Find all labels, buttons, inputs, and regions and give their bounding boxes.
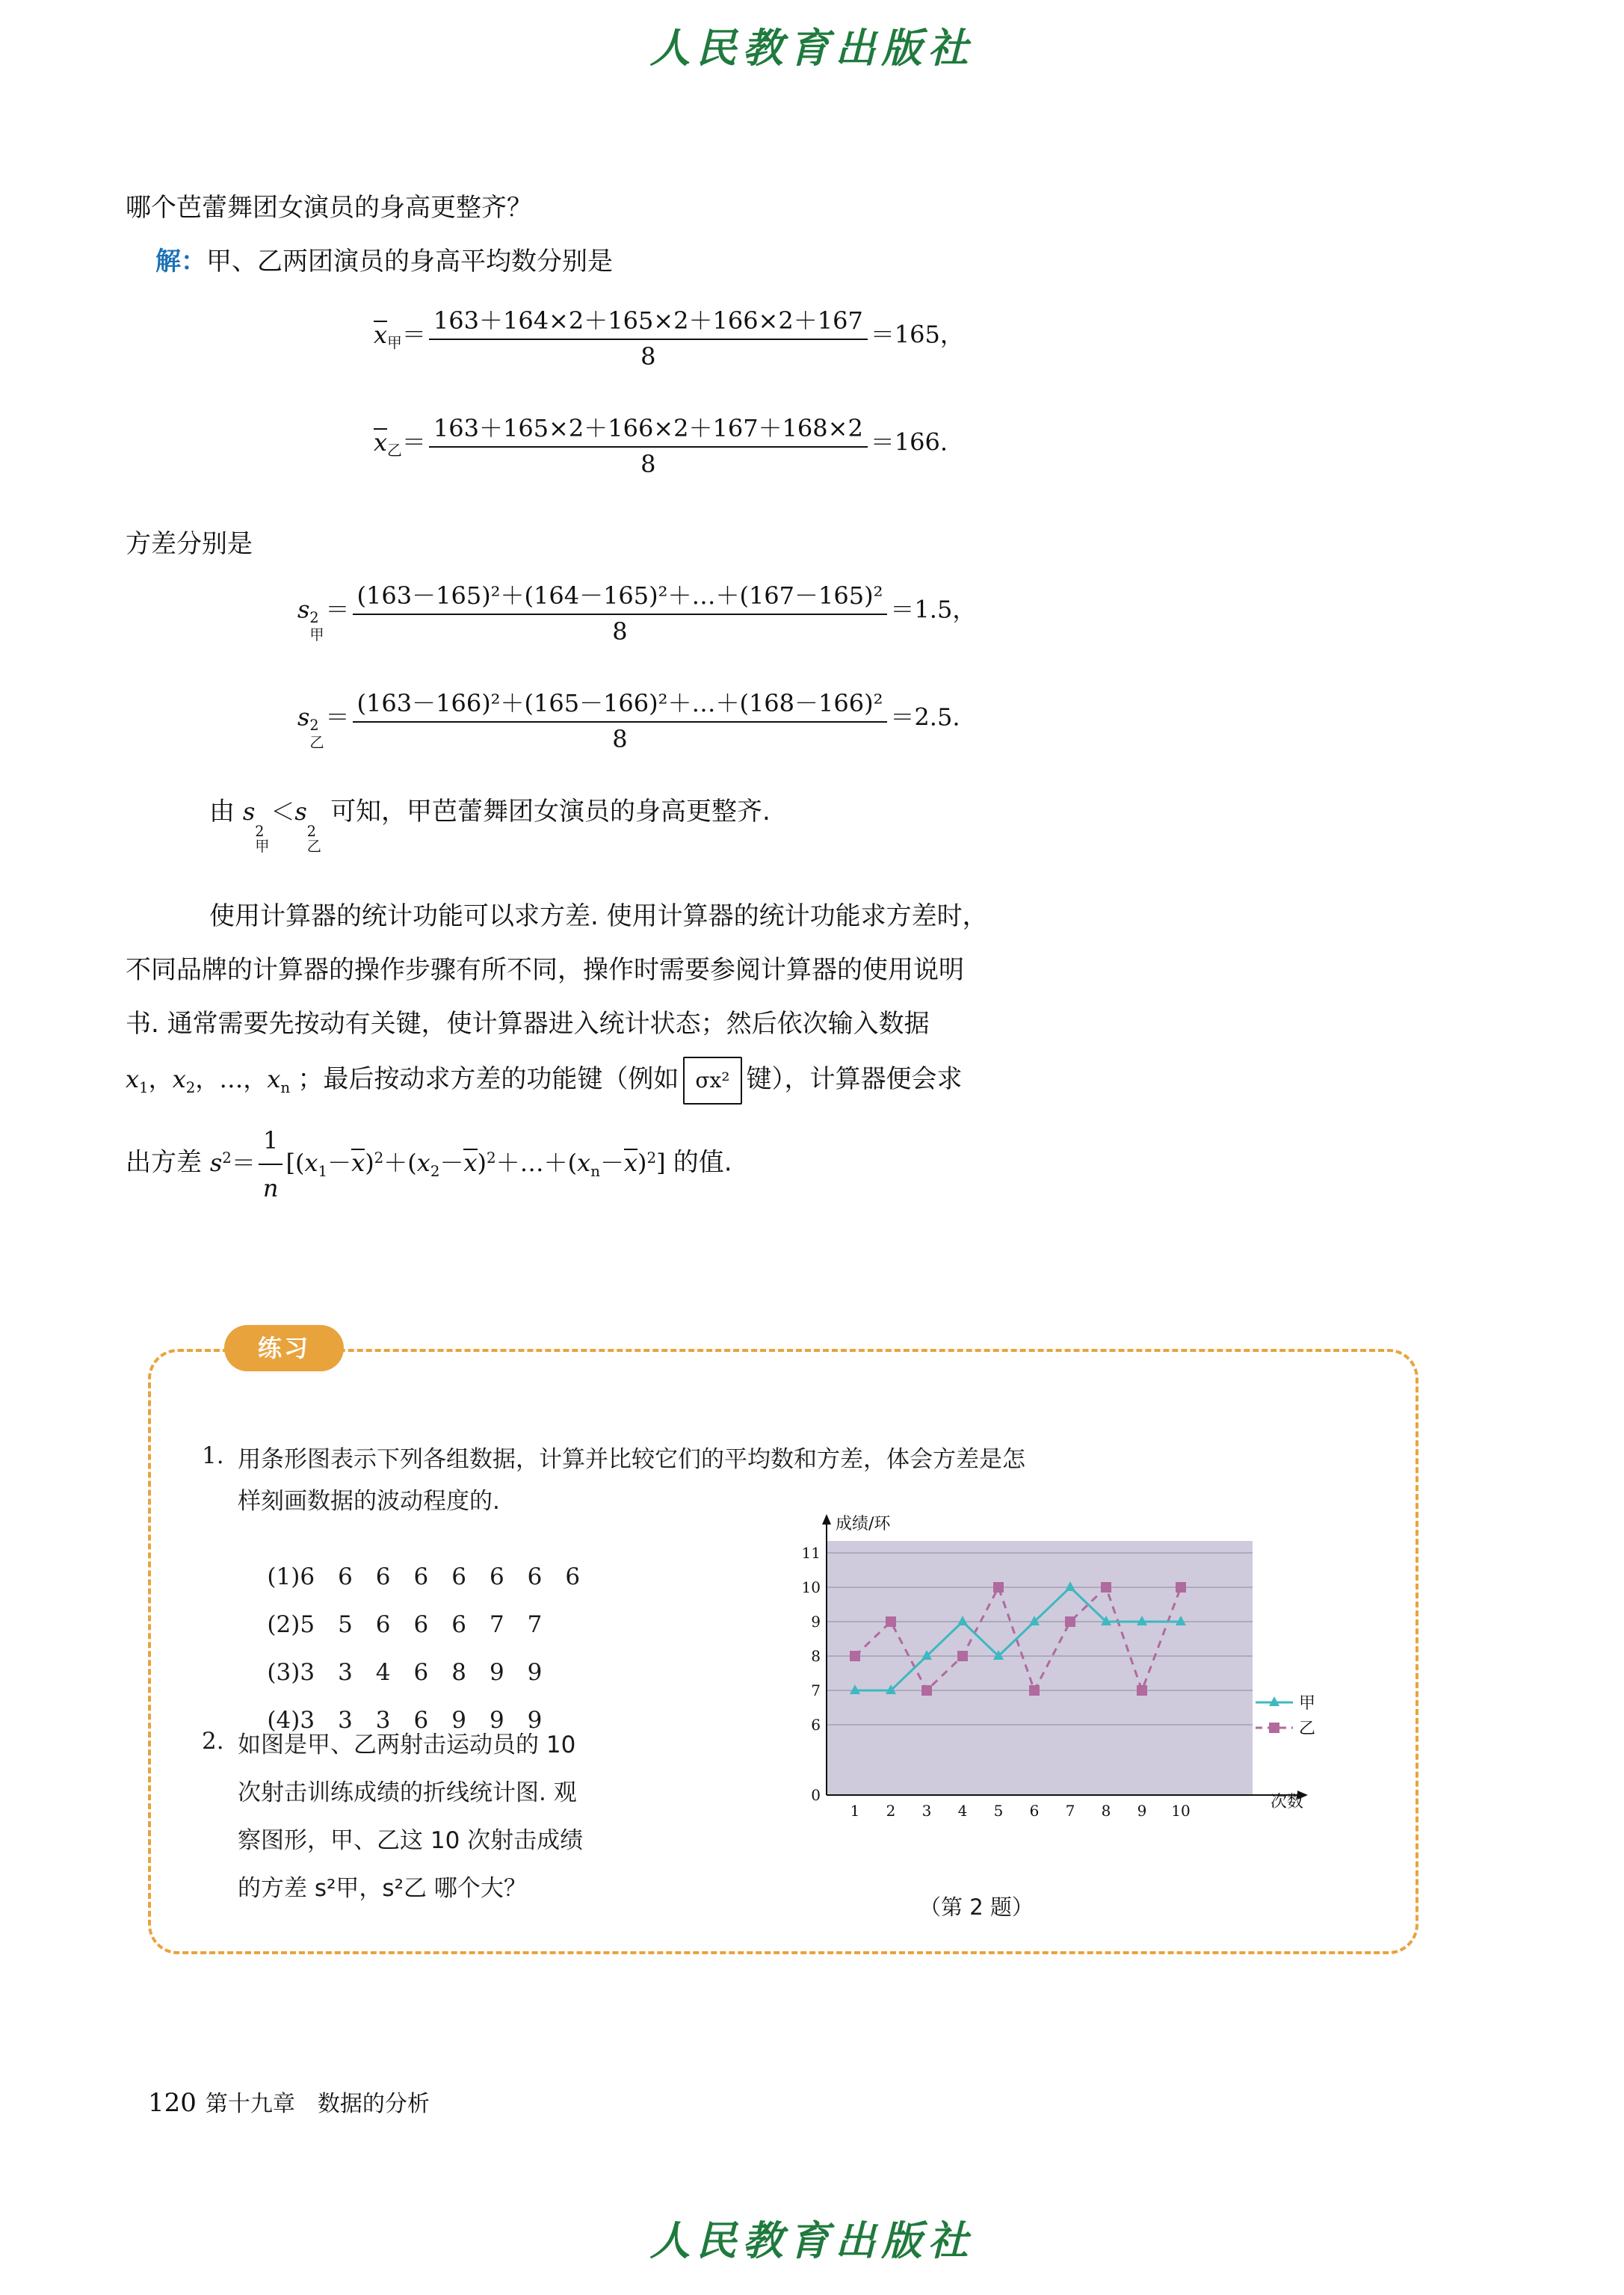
svg-text:10: 10: [801, 1578, 821, 1596]
exercise-item-2-line-2: 次射击训练成绩的折线统计图. 观: [238, 1779, 577, 1806]
figure-caption: （第 2 题）: [919, 1894, 1034, 1920]
solution-label: 解：: [155, 247, 206, 277]
var-jia-denominator: 8: [612, 617, 628, 646]
y-axis-title: 成绩/环: [836, 1515, 891, 1533]
var-yi-result: ＝2.5.: [890, 702, 960, 732]
dataset-2-label: (2): [267, 1611, 300, 1638]
var-jia-sub: 甲: [309, 626, 324, 643]
mean-jia-result: ＝165，: [870, 320, 964, 349]
svg-text:2: 2: [886, 1802, 896, 1820]
paragraph-line-3: 书. 通常需要先按动有关键，使计算器进入统计状态；然后依次输入数据: [126, 1009, 930, 1039]
svg-text:6: 6: [811, 1716, 821, 1734]
svg-text:11: 11: [801, 1544, 821, 1562]
var-yi-denominator: 8: [612, 725, 628, 753]
legend-label-jia: 甲: [1299, 1694, 1316, 1713]
dataset-1-label: (1): [267, 1563, 300, 1590]
formula-mean-jia: $x_甲=$ $\frac{163+164\times 2+165\times 2+166\times 2+167}{8}$ ＝165，: [374, 302, 964, 371]
exercise-item-1-number: 1.: [202, 1442, 224, 1469]
paragraph-line-2: 不同品牌的计算器的操作步骤有所不同，操作时需要参阅计算器的使用说明: [126, 955, 964, 985]
mean-jia-numerator: 163＋164×2＋165×2＋166×2＋167: [429, 302, 868, 340]
formula-variance-jia: s 2 甲 ＝ $\frac{\text{(163－165)²＋(164－165)²＋…＋(167－165)²}}{8}$ ＝1.5，: [297, 577, 976, 646]
dataset-4-label: (4): [267, 1707, 300, 1734]
var-yi-numerator: (163－166)²＋(165－166)²＋…＋(168－166)²: [353, 685, 888, 723]
mean-yi-numerator: 163＋165×2＋166×2＋167＋168×2: [429, 410, 868, 448]
question-line: 哪个芭蕾舞团女演员的身高更整齐？: [126, 193, 532, 223]
mean-yi-denominator: 8: [640, 450, 656, 478]
publisher-logo-top: 人民教育出版社: [649, 24, 975, 72]
svg-text:10: 10: [1171, 1802, 1191, 1820]
line-chart: [777, 1510, 1330, 1876]
mean-yi-sub: 乙: [387, 442, 402, 460]
svg-text:0: 0: [811, 1786, 821, 1804]
y-axis-arrow: [822, 1514, 831, 1525]
mean-jia-denominator: 8: [640, 342, 656, 371]
paragraph-line-5-post: 的值.: [673, 1147, 732, 1178]
y-tick-labels: [802, 1544, 821, 1804]
conclusion-line: 由 s 2 甲 ＜s 2 乙 可知，甲芭蕾舞团女演员的身高更整齐.: [209, 791, 771, 833]
chapter-title: 第十九章 数据的分析: [205, 2091, 430, 2117]
exercise-item-1-line-2: 样刻画数据的波动程度的.: [238, 1488, 500, 1515]
svg-text:8: 8: [1101, 1802, 1111, 1820]
svg-text:9: 9: [811, 1613, 821, 1631]
exercise-tab-label: 练习: [224, 1325, 344, 1371]
exercise-item-2-line-3: 察图形，甲、乙这 10 次射击成绩: [238, 1827, 584, 1854]
formula-mean-yi: $x_乙=$ $\frac{163+165\times 2+166\times 2+167+168\times 2}{8}$ ＝166.: [374, 410, 948, 478]
conclusion-right-var: s: [294, 797, 307, 826]
paragraph-line-1: 使用计算器的统计功能可以求方差. 使用计算器的统计功能求方差时，: [209, 901, 988, 931]
plot-area: [827, 1541, 1253, 1795]
solution-line: [155, 241, 1501, 282]
svg-text:9: 9: [1137, 1802, 1147, 1820]
var-jia-result: ＝1.5，: [890, 595, 977, 624]
page-number: 120: [148, 2088, 197, 2118]
chart-svg: [777, 1510, 1330, 1876]
conclusion-rel: ＜: [271, 797, 295, 826]
svg-text:6: 6: [1029, 1802, 1040, 1820]
formula-variance-yi: s 2 乙 ＝ $\frac{\text{(163－166)²＋(165－166)²＋…＋(168－166)²}}{8}$ ＝2.5.: [297, 685, 960, 753]
variance-intro: 方差分别是: [126, 529, 253, 559]
var-yi-sub: 乙: [309, 733, 324, 751]
svg-text:3: 3: [921, 1802, 932, 1820]
paragraph-line-5: 出方差 $s^2=$ $\frac{1}{n}$ $[(x_1-x)^2+(x_2-x)^2+\dots+(x_n-x)^2]$ 的值.: [126, 1119, 1508, 1209]
svg-text:8: 8: [811, 1647, 821, 1665]
conclusion-prefix: 由: [209, 797, 235, 827]
publisher-logo-bottom: 人民教育出版社: [649, 2217, 975, 2264]
paragraph-line-5-pre: 出方差: [126, 1147, 202, 1178]
dataset-1-values: 6 6 6 6 6 6 6 6: [300, 1563, 581, 1590]
mean-jia-sub: 甲: [387, 334, 402, 352]
exercise-item-1-line-1: 用条形图表示下列各组数据，计算并比较它们的平均数和方差，体会方差是怎: [238, 1446, 1025, 1473]
paragraph-line-4-pre: ；最后按动求方差的功能键（例如: [297, 1064, 679, 1094]
chart-legend: [1256, 1694, 1315, 1738]
dataset-3-values: 3 3 4 6 8 9 9: [300, 1659, 543, 1686]
paragraph-line-4-post: 键），计算器便会求: [746, 1064, 963, 1094]
var-yi-sup: 2: [309, 716, 319, 734]
svg-text:4: 4: [957, 1802, 968, 1820]
conclusion-left-sub: 甲: [255, 838, 270, 856]
solution-intro: 甲、乙两团演员的身高平均数分别是: [206, 247, 613, 277]
sigma-x-squared-key: σx²: [683, 1057, 741, 1105]
svg-text:7: 7: [811, 1681, 821, 1699]
var-jia-sup: 2: [309, 608, 319, 626]
svg-text:1: 1: [850, 1802, 860, 1820]
conclusion-suffix: 可知，甲芭蕾舞团女演员的身高更整齐.: [330, 797, 771, 827]
var-jia-numerator: (163－165)²＋(164－165)²＋…＋(167－165)²: [353, 577, 888, 615]
mean-yi-result: ＝166.: [870, 427, 948, 457]
svg-text:7: 7: [1065, 1802, 1075, 1820]
exercise-item-2-number: 2.: [202, 1728, 224, 1755]
paragraph-line-4: $x_1$，$x_2$，…，$x_n$ ；最后按动求方差的功能键（例如 σx² 键），计算器便会求: [126, 1057, 1508, 1109]
conclusion-right-sub: 乙: [306, 838, 321, 856]
dataset-2-values: 5 5 6 6 6 7 7: [300, 1611, 543, 1638]
legend-label-yi: 乙: [1299, 1720, 1316, 1738]
x-axis-title: 次数: [1271, 1793, 1304, 1811]
x-tick-labels: [850, 1802, 1191, 1820]
exercise-item-2-line-4: 的方差 s²甲，s²乙 哪个大？: [238, 1875, 527, 1902]
exercise-item-2-line-1: 如图是甲、乙两射击运动员的 10: [238, 1732, 576, 1758]
svg-text:5: 5: [993, 1802, 1004, 1820]
dataset-4-values: 3 3 3 6 9 9 9: [300, 1707, 543, 1734]
conclusion-left-var: s: [242, 797, 256, 826]
page-footer: [148, 2085, 430, 2118]
dataset-3-label: (3): [267, 1659, 300, 1686]
